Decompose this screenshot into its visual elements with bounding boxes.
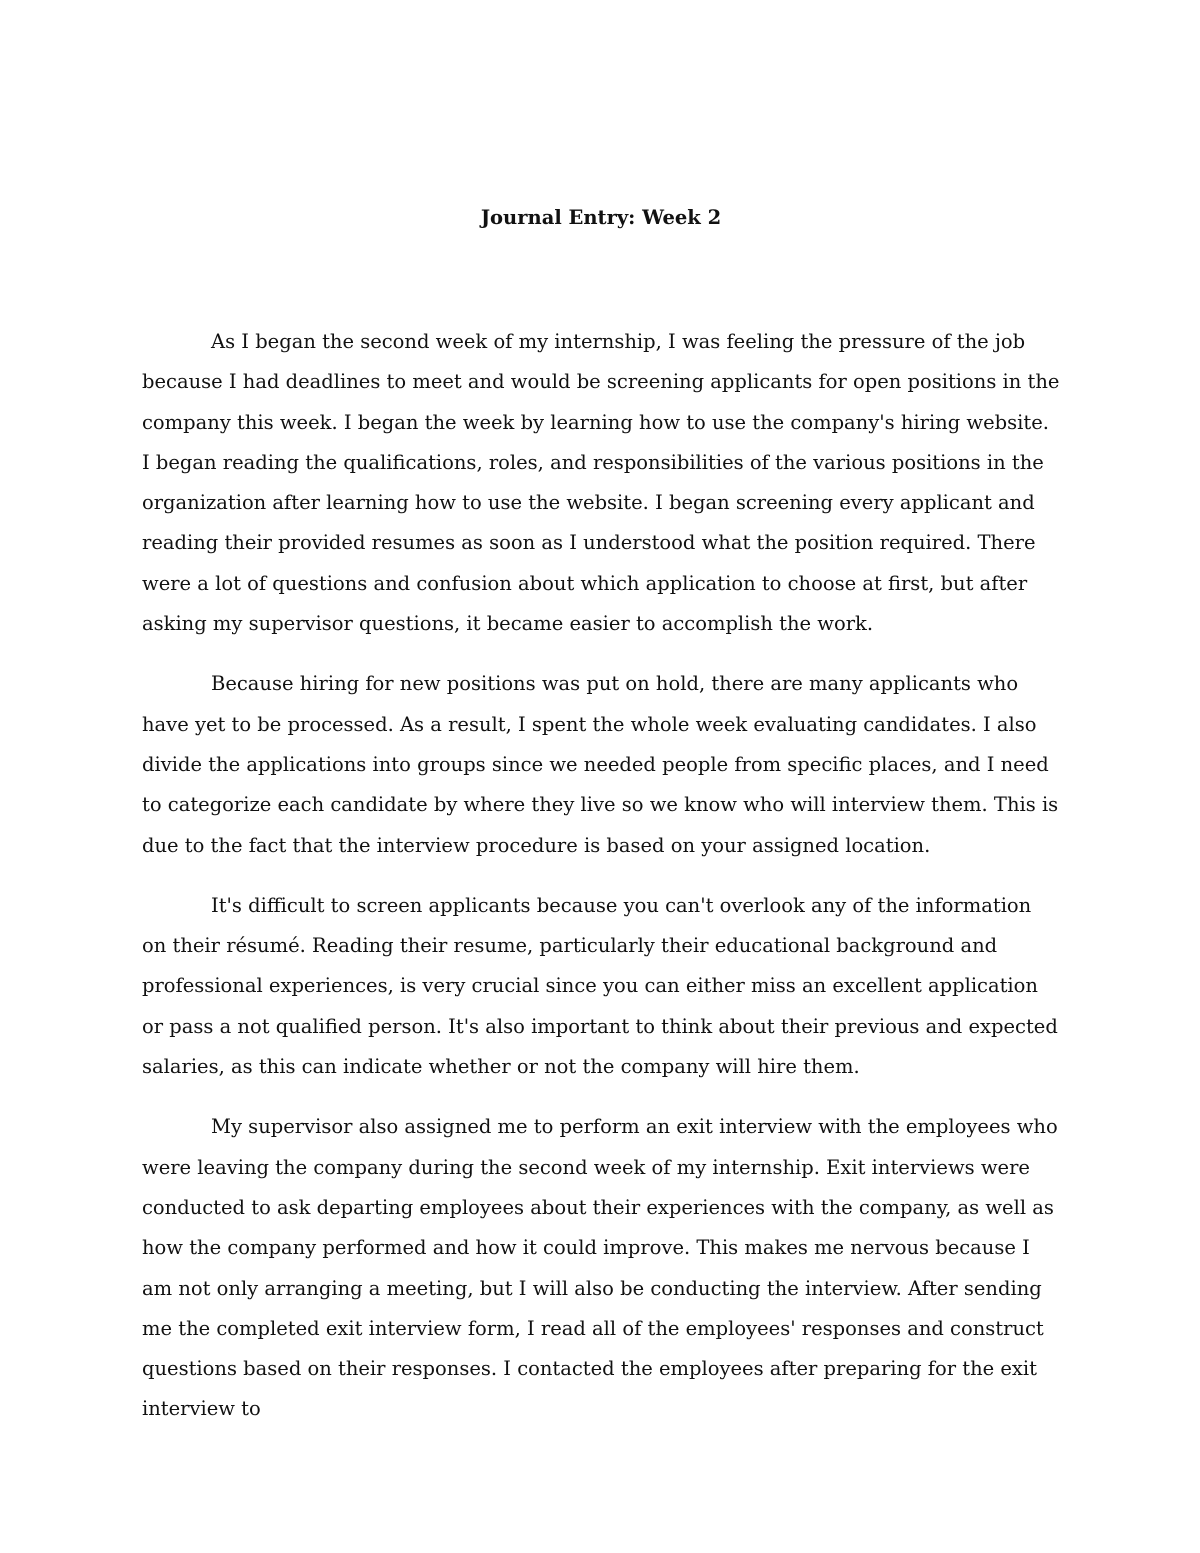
paragraph-2: Because hiring for new positions was put on hold, there are many applicants who have yet to be processed. As a result, I spent the whole week evaluating candidates. I also divide the applications into groups since we needed people from specific places, and I need to categorize each candidate by where they live so we know who will interview them. This is due to the fact that the interview procedure is based on your assigned location. (142, 672, 1059, 857)
paragraph-3: It's difficult to screen applicants because you can't overlook any of the information on their résumé. Reading their resume, particularly their educational background and professional experiences, is very crucial since you can either miss an excellent application or pass a not qualified person. It's also important to think about their previous and expected salaries, as this can indicate whether or not the company will hire them. (142, 893, 1058, 1079)
paragraph-4: My supervisor also assigned me to perform an exit interview with the employees who were leaving the company during the second week of my internship. Exit interviews were conducted to ask departing employees about their experiences with the company, as well as how the company performed and how it could improve. This makes me nervous because I am not only arranging a meeting, but I will also be conducting the interview. After sending me the completed exit interview form, I read all of the employees' responses and construct questions based on their responses. I contacted the employees after preparing for the exit interview to (142, 1115, 1058, 1421)
paragraph-1: As I began the second week of my internship, I was feeling the pressure of the job because I had deadlines to meet and would be screening applicants for open positions in the company this week. I began the week by learning how to use the company's hiring website. I began reading the qualifications, roles, and responsibilities of the various positions in the organization after learning how to use the website. I began screening every applicant and reading their provided resumes as soon as I understood what the position required. There were a lot of questions and confusion about which application to choose at first, but after asking my supervisor questions, it became easier to accomplish the work. (142, 330, 1060, 636)
page-title: Journal Entry: Week 2 (480, 206, 722, 229)
